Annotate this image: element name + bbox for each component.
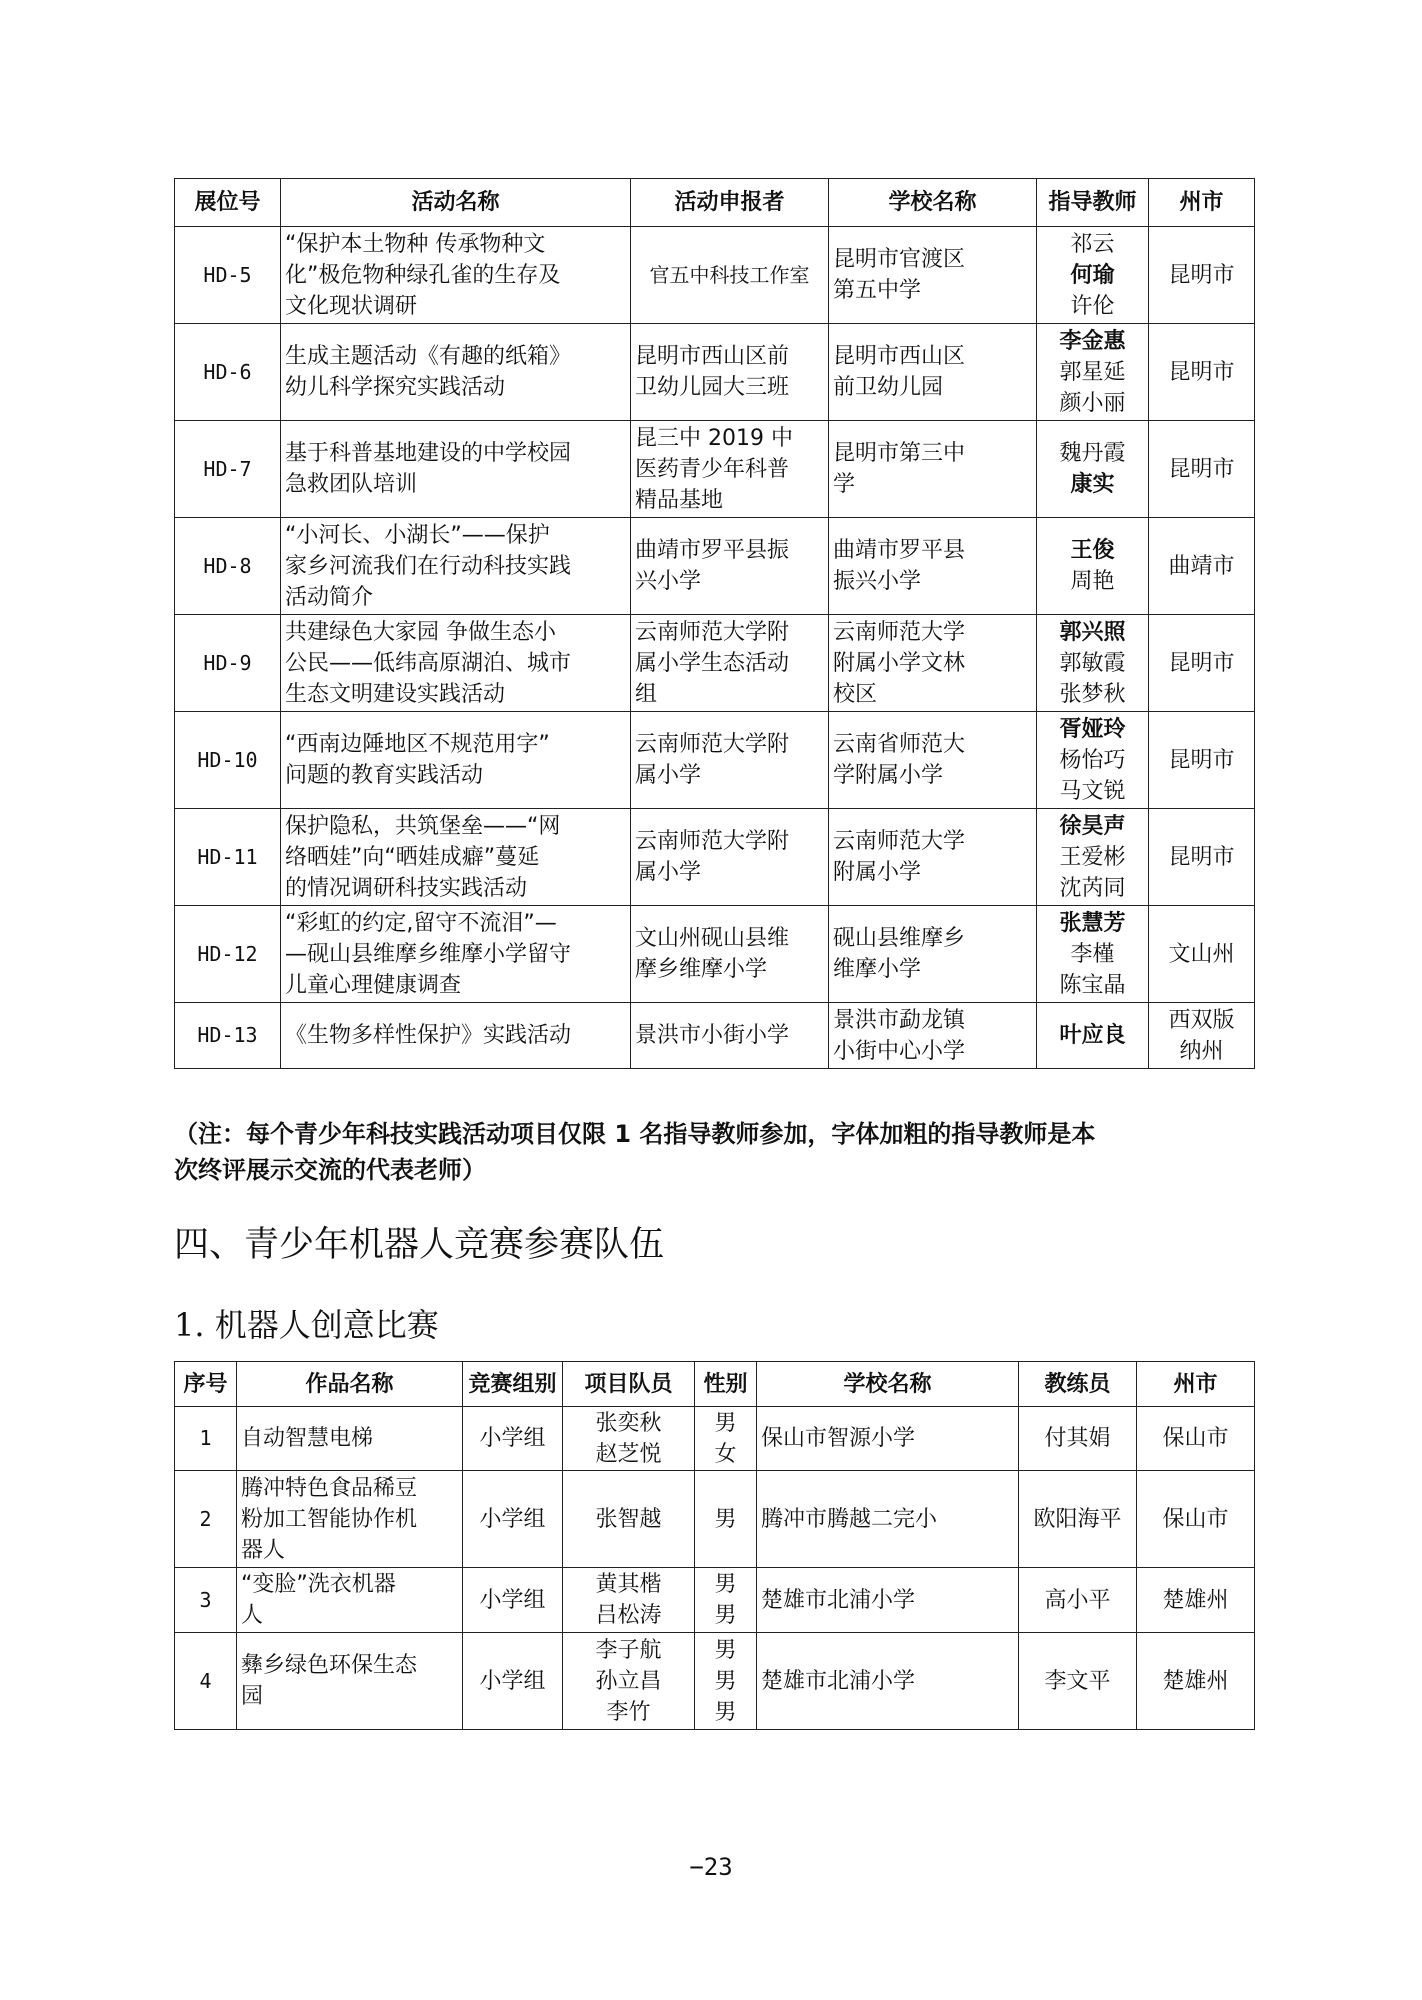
table-header-row — [175, 1362, 1255, 1407]
school-name: 楚雄市北浦小学 — [757, 1633, 1019, 1730]
school-name: 昆明市官渡区 第五中学 — [829, 227, 1037, 324]
booth-no: HD-7 — [175, 421, 281, 518]
teachers: 徐昊声 王爱彬 沈芮同 — [1037, 809, 1149, 906]
teachers: 祁云 何瑜 许伦 — [1037, 227, 1149, 324]
work-name: 腾冲特色食品稀豆 粉加工智能协作机 器人 — [237, 1471, 463, 1568]
city: 楚雄州 — [1137, 1568, 1255, 1633]
header-school: 学校名称 — [757, 1362, 1019, 1407]
teachers: 李金惠 郭星延 颜小丽 — [1037, 324, 1149, 421]
coach: 高小平 — [1019, 1568, 1137, 1633]
booth-no: HD-11 — [175, 809, 281, 906]
city: 昆明市 — [1149, 421, 1255, 518]
section-title: 四、青少年机器人竞赛参赛队伍 — [174, 1225, 665, 1265]
header-school: 学校名称 — [829, 179, 1037, 227]
table-row — [175, 1633, 1255, 1730]
activity-name: 基于科普基地建设的中学校园 急救团队培训 — [281, 421, 631, 518]
school-name: 云南师范大学 附属小学 — [829, 809, 1037, 906]
table-row — [175, 809, 1255, 906]
table-row — [175, 518, 1255, 615]
school-name: 云南省师范大 学附属小学 — [829, 712, 1037, 809]
activity-name: “西南边陲地区不规范用字” 问题的教育实践活动 — [281, 712, 631, 809]
table-row — [175, 615, 1255, 712]
table-header-row — [175, 179, 1255, 227]
header-work-name: 作品名称 — [237, 1362, 463, 1407]
coach: 李文平 — [1019, 1633, 1137, 1730]
school-name: 云南师范大学 附属小学文林 校区 — [829, 615, 1037, 712]
exhibit-table — [174, 178, 1255, 1069]
header-coach: 教练员 — [1019, 1362, 1137, 1407]
table-row — [175, 227, 1255, 324]
group: 小学组 — [463, 1407, 563, 1471]
group: 小学组 — [463, 1471, 563, 1568]
applicant: 景洪市小街小学 — [631, 1003, 829, 1069]
gender: 男 男 — [695, 1568, 757, 1633]
school-name: 景洪市勐龙镇 小街中心小学 — [829, 1003, 1037, 1069]
header-teacher: 指导教师 — [1037, 179, 1149, 227]
header-no: 序号 — [175, 1362, 237, 1407]
row-no: 3 — [175, 1568, 237, 1633]
booth-no: HD-10 — [175, 712, 281, 809]
booth-no: HD-13 — [175, 1003, 281, 1069]
table-row — [175, 1003, 1255, 1069]
group: 小学组 — [463, 1633, 563, 1730]
city: 昆明市 — [1149, 324, 1255, 421]
city: 楚雄州 — [1137, 1633, 1255, 1730]
header-gender: 性别 — [695, 1362, 757, 1407]
applicant: 官五中科技工作室 — [631, 227, 829, 324]
booth-no: HD-9 — [175, 615, 281, 712]
applicant: 文山州砚山县维 摩乡维摩小学 — [631, 906, 829, 1003]
header-booth-no: 展位号 — [175, 179, 281, 227]
work-name: “变脸”洗衣机器 人 — [237, 1568, 463, 1633]
coach: 欧阳海平 — [1019, 1471, 1137, 1568]
table-row — [175, 421, 1255, 518]
city: 保山市 — [1137, 1407, 1255, 1471]
activity-name: 《生物多样性保护》实践活动 — [281, 1003, 631, 1069]
school-name: 腾冲市腾越二完小 — [757, 1471, 1019, 1568]
booth-no: HD-5 — [175, 227, 281, 324]
activity-name: 保护隐私，共筑堡垒——“网 络晒娃”向“晒娃成癖”蔓延 的情况调研科技实践活动 — [281, 809, 631, 906]
city: 昆明市 — [1149, 227, 1255, 324]
coach: 付其娟 — [1019, 1407, 1137, 1471]
group: 小学组 — [463, 1568, 563, 1633]
city: 昆明市 — [1149, 712, 1255, 809]
activity-name: 共建绿色大家园 争做生态小 公民——低纬高原湖泊、城市 生态文明建设实践活动 — [281, 615, 631, 712]
teachers: 王俊 周艳 — [1037, 518, 1149, 615]
members: 黄其楷 吕松涛 — [563, 1568, 695, 1633]
school-name: 昆明市西山区 前卫幼儿园 — [829, 324, 1037, 421]
header-group: 竞赛组别 — [463, 1362, 563, 1407]
school-name: 曲靖市罗平县 振兴小学 — [829, 518, 1037, 615]
applicant: 云南师范大学附 属小学 — [631, 809, 829, 906]
table-row — [175, 712, 1255, 809]
teachers: 叶应良 — [1037, 1003, 1149, 1069]
table-row — [175, 1407, 1255, 1471]
gender: 男 男 男 — [695, 1633, 757, 1730]
applicant: 云南师范大学附 属小学生态活动 组 — [631, 615, 829, 712]
header-members: 项目队员 — [563, 1362, 695, 1407]
applicant: 昆明市西山区前 卫幼儿园大三班 — [631, 324, 829, 421]
city: 曲靖市 — [1149, 518, 1255, 615]
teachers: 胥娅玲 杨怡巧 马文锐 — [1037, 712, 1149, 809]
table-row — [175, 324, 1255, 421]
applicant: 云南师范大学附 属小学 — [631, 712, 829, 809]
city: 昆明市 — [1149, 615, 1255, 712]
activity-name: “保护本土物种 传承物种文 化”极危物种绿孔雀的生存及 文化现状调研 — [281, 227, 631, 324]
activity-name: “彩虹的约定,留守不流泪”— —砚山县维摩乡维摩小学留守 儿童心理健康调查 — [281, 906, 631, 1003]
school-name: 砚山县维摩乡 维摩小学 — [829, 906, 1037, 1003]
members: 张奕秋 赵芝悦 — [563, 1407, 695, 1471]
header-applicant: 活动申报者 — [631, 179, 829, 227]
applicant: 曲靖市罗平县振 兴小学 — [631, 518, 829, 615]
city: 文山州 — [1149, 906, 1255, 1003]
applicant: 昆三中 2019 中 医药青少年科普 精品基地 — [631, 421, 829, 518]
table-row — [175, 1568, 1255, 1633]
row-no: 4 — [175, 1633, 237, 1730]
school-name: 保山市智源小学 — [757, 1407, 1019, 1471]
table-note: （注：每个青少年科技实践活动项目仅限 1 名指导教师参加，字体加粗的指导教师是本 次终评展示交流的代表老师） — [174, 1120, 1096, 1184]
city: 昆明市 — [1149, 809, 1255, 906]
header-city: 州市 — [1149, 179, 1255, 227]
members: 李子航 孙立昌 李竹 — [563, 1633, 695, 1730]
city: 保山市 — [1137, 1471, 1255, 1568]
booth-no: HD-8 — [175, 518, 281, 615]
work-name: 彝乡绿色环保生态 园 — [237, 1633, 463, 1730]
subsection-title: 1. 机器人创意比赛 — [174, 1306, 439, 1344]
gender: 男 女 — [695, 1407, 757, 1471]
booth-no: HD-12 — [175, 906, 281, 1003]
activity-name: “小河长、小湖长”——保护 家乡河流我们在行动科技实践 活动简介 — [281, 518, 631, 615]
row-no: 2 — [175, 1471, 237, 1568]
teachers: 郭兴照 郭敏霞 张梦秋 — [1037, 615, 1149, 712]
school-name: 楚雄市北浦小学 — [757, 1568, 1019, 1633]
members: 张智越 — [563, 1471, 695, 1568]
table-row — [175, 906, 1255, 1003]
city: 西双版 纳州 — [1149, 1003, 1255, 1069]
header-city: 州市 — [1137, 1362, 1255, 1407]
activity-name: 生成主题活动《有趣的纸箱》 幼儿科学探究实践活动 — [281, 324, 631, 421]
header-activity-name: 活动名称 — [281, 179, 631, 227]
school-name: 昆明市第三中 学 — [829, 421, 1037, 518]
teachers: 魏丹霞 康实 — [1037, 421, 1149, 518]
robot-competition-table — [174, 1361, 1255, 1730]
table-row — [175, 1471, 1255, 1568]
row-no: 1 — [175, 1407, 237, 1471]
work-name: 自动智慧电梯 — [237, 1407, 463, 1471]
teachers: 张慧芳 李槿 陈宝晶 — [1037, 906, 1149, 1003]
booth-no: HD-6 — [175, 324, 281, 421]
gender: 男 — [695, 1471, 757, 1568]
page-number: −23 — [689, 1853, 733, 1881]
